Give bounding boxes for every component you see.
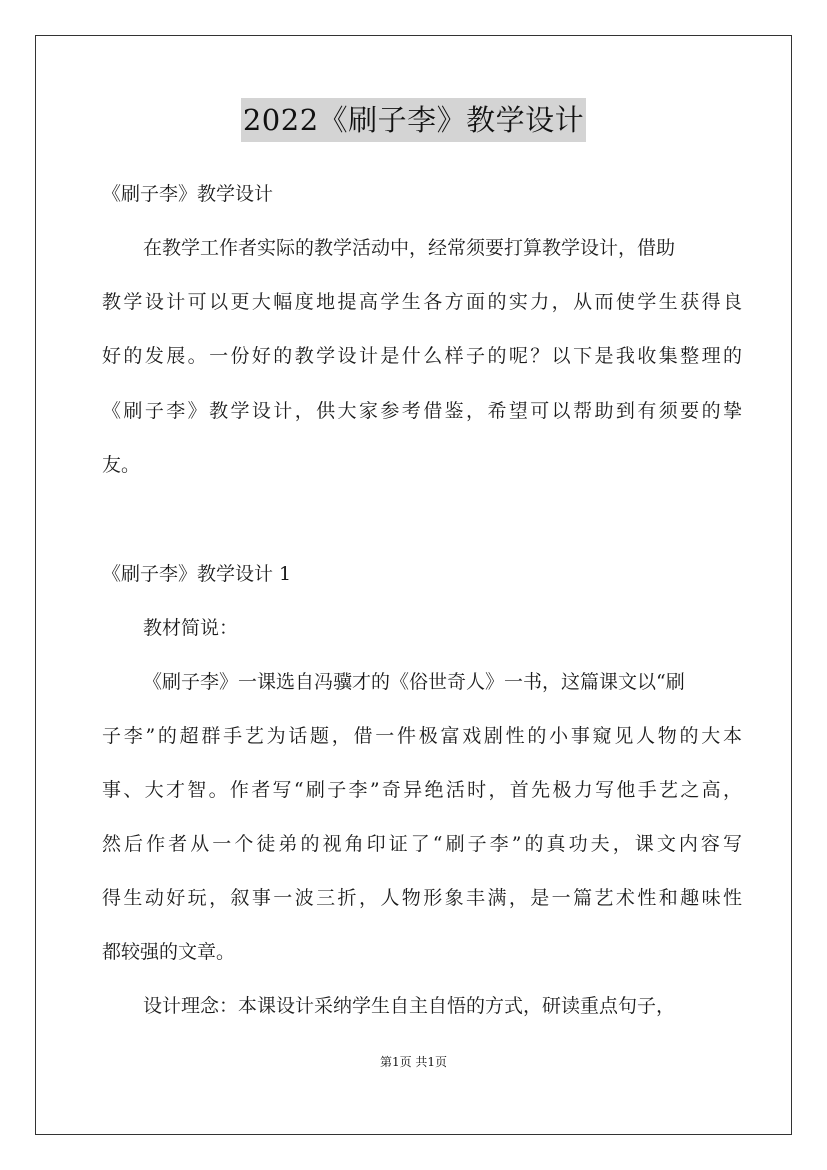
material-line: 事、大才智。作者写“刷子李”奇异绝活时，首先极力写他手艺之高， (102, 779, 742, 801)
design-concept-line: 设计理念：本课设计采纳学生自主自悟的方式，研读重点句子， (143, 995, 676, 1017)
page-number: 第1页 共1页 (379, 1055, 448, 1069)
intro-line: 《刷子李》教学设计，供大家参考借鉴，希望可以帮助到有须要的挚 (102, 400, 742, 422)
document-title: 2022《刷子李》教学设计 (241, 98, 586, 142)
material-line: 然后作者从一个徒弟的视角印证了“刷子李”的真功夫，课文内容写 (102, 833, 742, 855)
intro-line: 教学设计可以更大幅度地提高学生各方面的实力，从而使学生获得良 (102, 291, 742, 313)
title-container (0, 98, 827, 142)
material-heading: 教材简说： (143, 617, 239, 639)
document-subtitle: 《刷子李》教学设计 (102, 183, 274, 205)
material-line: 得生动好玩，叙事一波三折，人物形象丰满，是一篇艺术性和趣味性 (102, 887, 742, 909)
intro-line: 在教学工作者实际的教学活动中，经常须要打算教学设计，借助 (143, 237, 676, 259)
section-title: 《刷子李》教学设计 1 (102, 563, 292, 585)
intro-line: 友。 (102, 454, 141, 476)
material-line: 《刷子李》一课选自冯骥才的《俗世奇人》一书，这篇课文以“刷 (143, 671, 685, 693)
intro-line: 好的发展。一份好的教学设计是什么样子的呢？以下是我收集整理的 (102, 345, 742, 367)
material-line: 子李”的超群手艺为话题，借一件极富戏剧性的小事窥见人物的大本 (102, 725, 742, 747)
material-line: 都较强的文章。 (102, 941, 236, 963)
